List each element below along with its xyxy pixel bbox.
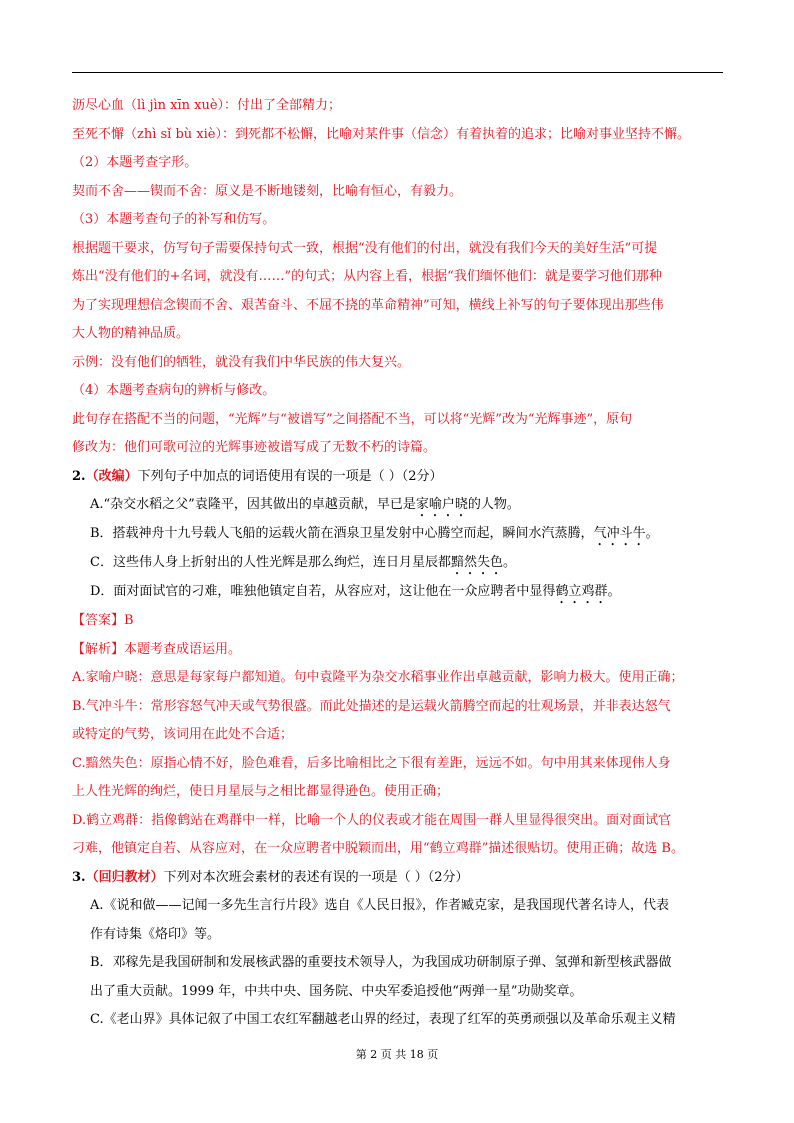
- option-a: [72, 491, 724, 520]
- analysis-line: [72, 636, 724, 665]
- question-number: 3.: [72, 869, 86, 885]
- option-b: [72, 520, 724, 549]
- dotted-idiom: 家喻户晓: [415, 497, 468, 512]
- option-a: A.《说和做——记闻一多先生言行片段》选自《人民日报》，作者臧克家，是我国现代著名诗人，代表: [90, 898, 670, 913]
- page-number: 第 2 页 共 18 页: [355, 1048, 439, 1061]
- option-text: A.“杂交水稻之父”袁隆平，因其做出的卓越贡献，早已是: [90, 497, 416, 512]
- answer-value: B: [124, 613, 134, 628]
- explanation-line: B.气冲斗牛：常形容怒气冲天或气势很盛。而此处描述的是运载火箭腾空而起的壮观场景，并非表达怒气: [72, 698, 671, 714]
- explanation-line: D.鹤立鸡群：指像鹤站在鸡群中一样，比喻一个人的仪表或才能在周围一群人里显得很突出。面对面试官: [72, 812, 672, 828]
- explanation-line: 刁难，他镇定自若、从容应对，在一众应聘者中脱颖而出，用“鹤立鸡群”描述很贴切。使用正确；故选 B。: [72, 841, 684, 856]
- text-line: （4）本题考查病句的辨析与修改。: [72, 383, 276, 398]
- question-2-stem: [72, 463, 724, 492]
- page-content: [72, 92, 724, 1035]
- text-line: 大人物的精神品质。: [72, 326, 190, 341]
- answer-label: 【答案】: [72, 613, 125, 628]
- option-text: 的人物。: [467, 497, 520, 512]
- option-c: C.《老山界》具体记叙了中国工农红军翻越老山界的经过，表现了红军的英勇顽强以及革命乐观主义精: [90, 1012, 676, 1027]
- option-text: D．面对面试官的刁难，唯独他镇定自若，从容应对，这让他在一众应聘者中显得: [90, 584, 556, 599]
- question-number: 2.: [72, 468, 86, 484]
- option-c: [72, 549, 724, 578]
- option-d: [72, 578, 724, 607]
- option-b-cont: 出了重大贡献。1999 年，中共中央、国务院、中央军委追授他“两弹一星”功勋奖章。: [90, 983, 583, 999]
- option-text: 。: [607, 584, 621, 599]
- question-text: 下列对本次班会素材的表述有误的一项是（ ）（2分）: [163, 869, 469, 885]
- question-3-stem: [72, 864, 724, 893]
- text-line: 至死不懈（zhì sǐ bù xiè）：到死都不松懈，比喻对某件事（信念）有着执着的追求；比喻对事业坚持不懈。: [72, 126, 690, 142]
- question-tag: （回归教材）: [85, 869, 164, 885]
- dotted-idiom: 黯然失色: [450, 555, 503, 570]
- text-line: 修改为：他们可歌可泣的光辉事迹被谱写成了无数不朽的诗篇。: [72, 440, 437, 455]
- text-line: 此句存在搭配不当的问题，“光辉”与“被谱写”之间搭配不当，可以将“光辉”改为“光辉事迹”，原句: [72, 411, 633, 427]
- option-text: 。: [645, 526, 659, 541]
- text-line: 为了实现理想信念锲而不舍、艰苦奋斗、不屈不挠的革命精神”可知，横线上补写的句子要体现出那些伟: [72, 297, 664, 313]
- text-line: （3）本题考查句子的补写和仿写。: [72, 212, 276, 227]
- dotted-idiom: 鹤立鸡群: [555, 584, 608, 599]
- option-a-cont: 作有诗集《烙印》等。: [90, 926, 221, 942]
- dotted-idiom: 气冲斗牛: [593, 526, 646, 541]
- explanation-line: 上人性光辉的绚烂，使日月星辰与之相比都显得逊色。使用正确；: [72, 784, 450, 799]
- analysis-text: 本题考查成语运用。: [124, 641, 242, 657]
- explanation-line: C.黯然失色：原指心情不好，脸色难看，后多比喻相比之下很有差距，远远不如。句中用其来体现伟人身: [72, 755, 671, 771]
- explanation-line: A.家喻户晓：意思是每家每户都知道。句中袁隆平为杂交水稻事业作出卓越贡献，影响力极大。使用正确；: [72, 670, 684, 685]
- answer-line: [72, 607, 724, 636]
- question-tag: （改编）: [85, 468, 138, 484]
- option-text: B．搭载神舟十九号载人飞船的运载火箭在酒泉卫星发射中心腾空而起，瞬间水汽蒸腾，: [90, 526, 594, 541]
- text-line: 根据题干要求，仿写句子需要保持句式一致，根据“没有他们的付出，就没有我们今天的美好生活”可提: [72, 240, 658, 256]
- question-text: 下列句子中加点的词语使用有误的一项是（ ）（2分）: [137, 468, 443, 484]
- explanation-line: 或特定的气势，该词用在此处不合适；: [72, 727, 294, 742]
- option-b: B．邓稼先是我国研制和发展核武器的重要技术领导人，为我国成功研制原子弹、氢弹和新型核武器做: [90, 955, 672, 970]
- text-line: 契而不舍——锲而不舍：原义是不断地镂刻，比喻有恒心，有毅力。: [72, 183, 463, 199]
- text-line: 示例：没有他们的牺牲，就没有我们中华民族的伟大复兴。: [72, 354, 411, 370]
- header-rule: [72, 72, 723, 73]
- text-line: 沥尽心血（lì jìn xīn xuè）：付出了全部精力；: [72, 98, 342, 113]
- option-text: C．这些伟人身上折射出的人性光辉是那么绚烂，连日月星辰都: [90, 555, 451, 570]
- analysis-label: 【解析】: [72, 641, 125, 657]
- option-text: 。: [502, 555, 516, 570]
- text-line: 炼出“没有他们的+名词，就没有……”的句式；从内容上看，根据“我们缅怀他们：就是要学习他们那种: [72, 269, 662, 284]
- text-line: （2）本题考查字形。: [72, 155, 198, 170]
